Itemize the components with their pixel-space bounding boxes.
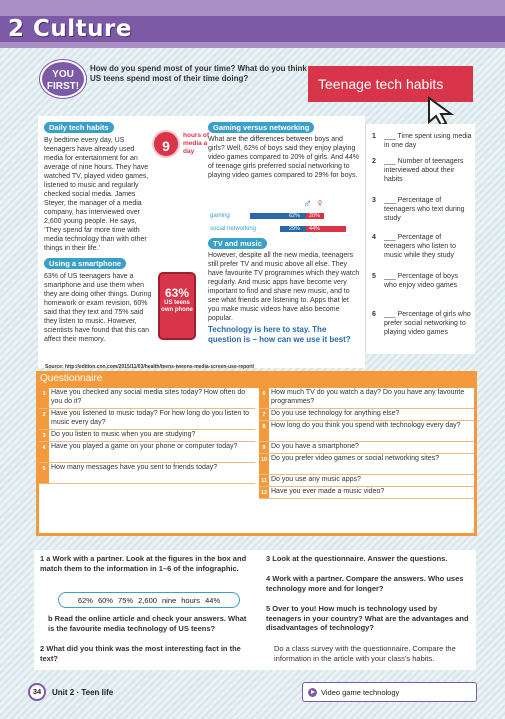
bar-label-gaming: gaming bbox=[210, 213, 230, 219]
answer-item: 5 ___ Percentage of boys who enjoy video games bbox=[372, 273, 458, 289]
infographic-answers bbox=[365, 124, 475, 354]
questionnaire-grid bbox=[39, 388, 474, 533]
question-row: 9 Do you have a smartphone? bbox=[259, 442, 474, 454]
smartphone-section bbox=[44, 258, 204, 271]
question-row: 4 Have you played a game on your phone or computer today? bbox=[39, 442, 255, 463]
question-row: 3 Do you listen to music when you are studying? bbox=[39, 430, 255, 442]
task-3: 3 Look at the questionnaire. Answer the questions. bbox=[266, 554, 448, 563]
page-title: 2 Culture bbox=[8, 16, 132, 42]
answer-item: 6 ___ Percentage of girls who prefer social networking to playing video games bbox=[372, 311, 471, 336]
play-icon bbox=[308, 688, 317, 697]
page-number: 34 bbox=[28, 683, 46, 701]
answer-item: 1 ___ Time spent using media in one day bbox=[372, 133, 472, 149]
task-2: 2 What did you think was the most interesting fact in the text? bbox=[40, 644, 241, 663]
you-first-badge: YOU FIRST! bbox=[40, 60, 86, 98]
daily-section bbox=[44, 122, 144, 135]
question-row: 12 Have you ever made a music video? bbox=[259, 487, 474, 499]
tv-text: However, despite all the new media, teenagers still prefer TV and music above all else. They have favourite TV programmes which they watch regularly. And music apps have become very important to find and share new music, and to see what friends are listening to. Apps that let you make music videos have also become popular. bbox=[208, 252, 360, 322]
question-row: 11 Do you use any music apps? bbox=[259, 475, 474, 487]
task-1b: b Read the online article and check your answers. What is the favourite media technology of US teens? bbox=[48, 614, 247, 633]
tv-closing: Technology is here to stay. The question is – how can we use it best? bbox=[208, 325, 351, 344]
unit-label: Unit 2 · Teen life bbox=[52, 688, 114, 697]
video-link[interactable] bbox=[302, 682, 477, 702]
question-row: 1 Have you checked any social media sites today? How often do you do it? bbox=[39, 388, 255, 409]
tasks-panel bbox=[34, 550, 476, 670]
bar-social-girls-value: 44% bbox=[309, 226, 321, 232]
question-row: 10 Do you prefer video games or social networking sites? bbox=[259, 454, 474, 475]
article-panel bbox=[38, 116, 365, 368]
gaming-section bbox=[208, 122, 360, 180]
daily-heading: Daily tech habits bbox=[44, 122, 114, 133]
unit-header bbox=[0, 0, 505, 48]
bar-gaming-girls-value: 20% bbox=[309, 213, 321, 219]
stat-circle: 9 bbox=[152, 130, 180, 158]
answer-item: 2 ___ Number of teenagers interviewed about their habits bbox=[372, 158, 464, 183]
daily-text: By bedtime every day, US teenagers have already used media for entertainment for an average of nine hours. They have watched TV, played video games, listened to music and regularly checked social media. James Steyer, the manager of a media company, has interviewed over 2,600 young people. He says, ‘They spend far more time with media technology than with other things in their life.’ bbox=[44, 137, 149, 252]
questionnaire-title: Questionnaire bbox=[40, 373, 103, 384]
female-icon: ♀ bbox=[315, 196, 325, 210]
question-row: 5 How many messages have you sent to friends today? bbox=[39, 463, 255, 484]
phone-value: 63% bbox=[164, 286, 190, 300]
task-5b: Do a class survey with the questionnaire. Compare the information in the article with your class’s habits. bbox=[274, 644, 456, 663]
cursor-icon bbox=[425, 96, 461, 126]
smartphone-heading: Using a smartphone bbox=[44, 258, 126, 269]
stat-label: hours of media a day bbox=[183, 132, 209, 155]
article-title: Teenage tech habits bbox=[308, 66, 473, 102]
question-row: 8 How long do you think you spend with technology every day? bbox=[259, 421, 474, 442]
answer-item: 3 ___ Percentage of teenagers who text during study bbox=[372, 197, 465, 222]
phone-label: US teens own phone bbox=[161, 300, 193, 313]
you-first-question: How do you spend most of your time? What do you think US teens spend most of their time doing? bbox=[90, 64, 307, 83]
task-1a: 1 a Work with a partner. Look at the figures in the box and match them to the information in 1–6 of the infographic. bbox=[40, 554, 247, 573]
question-row: 7 Do you use technology for anything else? bbox=[259, 409, 474, 421]
phone-graphic bbox=[158, 272, 196, 340]
task-5: 5 Over to you! How much is technology used by teenagers in your country? What are the advantages and disadvantages of technology? bbox=[266, 604, 469, 632]
gaming-heading: Gaming versus networking bbox=[208, 122, 314, 133]
bar-social-boys-value: 29% bbox=[289, 226, 301, 232]
source-link: Source: http://edition.cnn.com/2015/11/03/health/teens-tweens-media-screen-use-report/ bbox=[45, 364, 255, 370]
tv-section bbox=[208, 238, 360, 345]
bar-label-social: social networking bbox=[210, 226, 257, 232]
question-row: 6 How much TV do you watch a day? Do you have any favourite programmes? bbox=[259, 388, 474, 409]
smartphone-text: 63% of US teenagers have a smartphone and use them when they are doing other things. During homework or exam revision, 60% said that they text and 75% said they listen to music. However, scientists have found that this can affect their memory. bbox=[44, 273, 152, 343]
task-4: 4 Work with a partner. Compare the answers. Who uses technology more and for longer? bbox=[266, 574, 464, 593]
word-box: 62% 60% 75% 2,600 nine hours 44% bbox=[58, 592, 240, 608]
questionnaire bbox=[36, 371, 477, 536]
answer-item: 4 ___ Percentage of teenagers who listen to music while they study bbox=[372, 234, 456, 259]
bar-gaming-boys-value: 62% bbox=[289, 213, 301, 219]
male-icon: ♂ bbox=[303, 196, 312, 210]
question-row: 2 Have you listened to music today? For how long do you listen to music every day? bbox=[39, 409, 255, 430]
gaming-text: What are the differences between boys and girls? Well, 62% of boys said they enjoy playing video games compared to 20% of girls. And 44% of teenage girls preferred social networking to playing video games compared to 29% for boys. bbox=[208, 136, 359, 179]
video-label: Video game technology bbox=[321, 688, 400, 697]
tv-heading: TV and music bbox=[208, 238, 267, 249]
